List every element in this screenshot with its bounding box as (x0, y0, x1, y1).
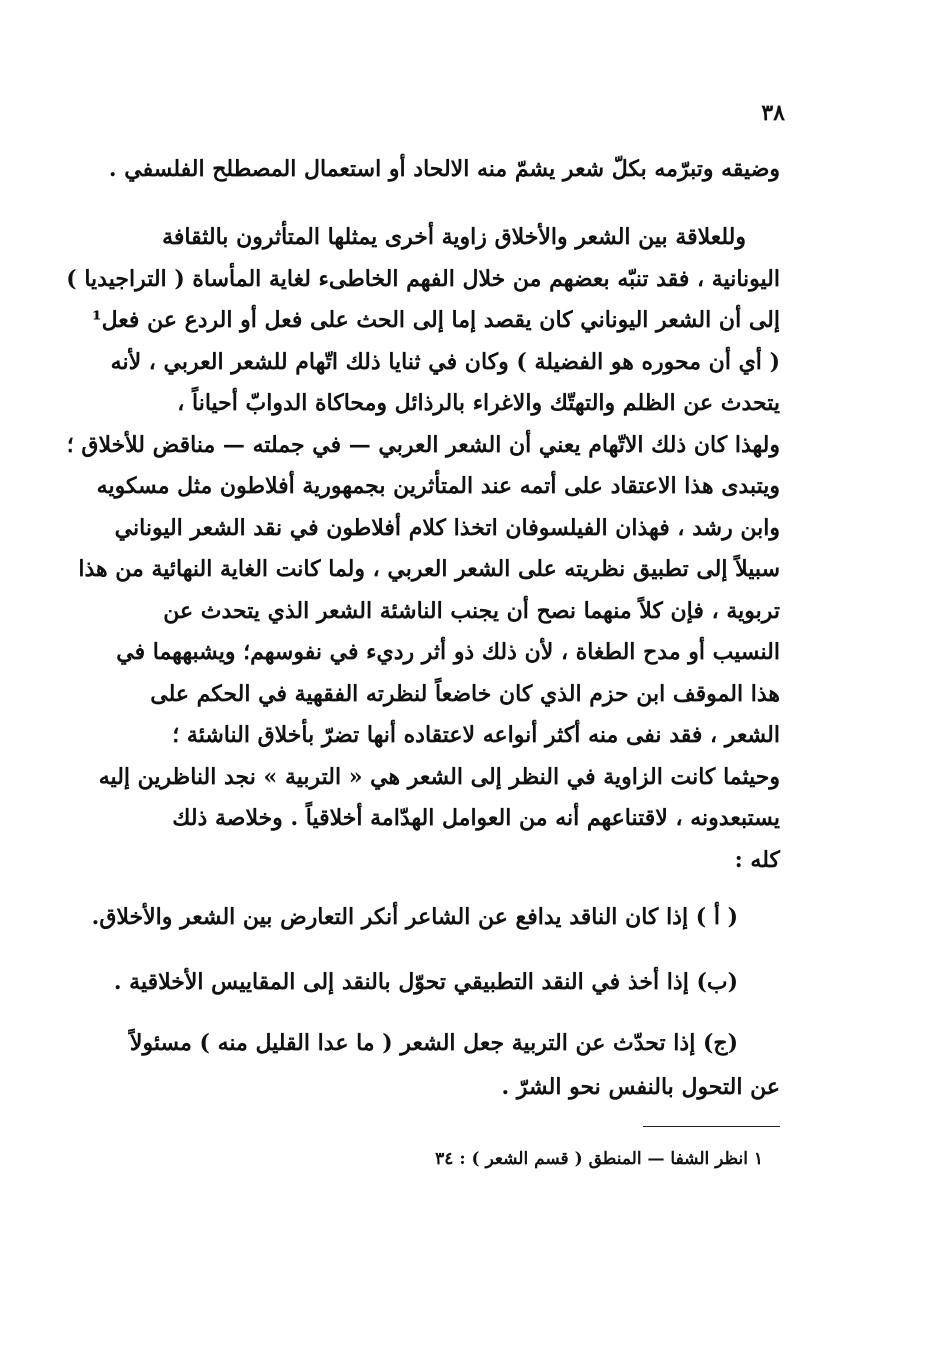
paragraph-line: ويتبدى هذا الاعتقاد على أتمه عند المتأثرين بجمهورية أفلاطون مثل مسكويه (96, 473, 780, 499)
paragraph-line: اليونانية ، فقد تنبّه بعضهم من خلال الفهم الخاطىء لغاية المأساة ( التراجيديا ) (66, 265, 780, 292)
paragraph-line: وللعلاقة بين الشعر والأخلاق زاوية أخرى يمثلها المتأثرون بالثقافة (162, 224, 746, 250)
footnote: ١ انظر الشفا — المنطق ( قسم الشعر ) : ٣٤ (435, 1149, 763, 1169)
paragraph-line: سبيلاً إلى تطبيق نظريته على الشعر العربي ، ولما كانت الغاية النهائية من هذا (78, 556, 780, 582)
footnote-separator (643, 1126, 780, 1127)
paragraph-line: الشعر ، فقد نفى منه أكثر أنواعه لاعتقاده أنها تضرّ بأخلاق الناشئة ؛ (172, 722, 780, 748)
page-number: ٣٨ (761, 100, 785, 126)
paragraph-line: تربوية ، فإن كلاً منهما نصح أن يجنب الناشئة الشعر الذي يتحدث عن (163, 597, 780, 624)
paragraph-line: وضيقه وتبرّمه بكلّ شعر يشمّ منه الالحاد أو استعمال المصطلح الفلسفي . (108, 156, 780, 182)
paragraph-line: هذا الموقف ابن حزم الذي كان خاضعاً لنظرته الفقهية في الحكم على (150, 680, 780, 707)
paragraph-line: ( أي أن محوره هو الفضيلة ) وكان في ثنايا ذلك اتّهام للشعر العربي ، لأنه (110, 348, 780, 375)
paragraph-line: يستبعدونه ، لاقتناعهم أنه من العوامل الهدّامة أخلاقياً . وخلاصة ذلك (172, 805, 780, 831)
paragraph-line: كله : (734, 846, 780, 873)
paragraph-line: ولهذا كان ذلك الاتّهام يعني أن الشعر العربي — في جملته — مناقض للأخلاق ؛ (66, 431, 780, 458)
paragraph-line: وابن رشد ، فهذان الفيلسوفان اتخذا كلام أفلاطون في نقد الشعر اليوناني (114, 514, 780, 541)
paragraph-line: وحيثما كانت الزاوية في النظر إلى الشعر هي « التربية » نجد الناظرين إليه (98, 763, 780, 790)
list-item-b: (ب) إذا أخذ في النقد التطبيقي تحوّل بالنقد إلى المقاييس الأخلاقية . (113, 969, 738, 995)
paragraph-line: إلى أن الشعر اليوناني كان يقصد إما إلى الحث على فعل أو الردع عن فعل¹ (92, 307, 780, 333)
list-item-c-continuation: عن التحول بالنفس نحو الشرّ . (501, 1074, 780, 1100)
paragraph-line: النسيب أو مدح الطغاة ، لأن ذلك ذو أثر رديء في نفوسهم؛ ويشبههما في (116, 639, 780, 665)
list-item-c: (ج) إذا تحدّث عن التربية جعل الشعر ( ما عدا القليل منه ) مسئولاً (129, 1030, 738, 1056)
list-item-a: ( أ ) إذا كان الناقد يدافع عن الشاعر أنكر التعارض بين الشعر والأخلاق. (91, 904, 738, 930)
paragraph-line: يتحدث عن الظلم والتهتّك والاغراء بالرذائل ومحاكاة الدوابّ أحياناً ، (177, 390, 780, 416)
